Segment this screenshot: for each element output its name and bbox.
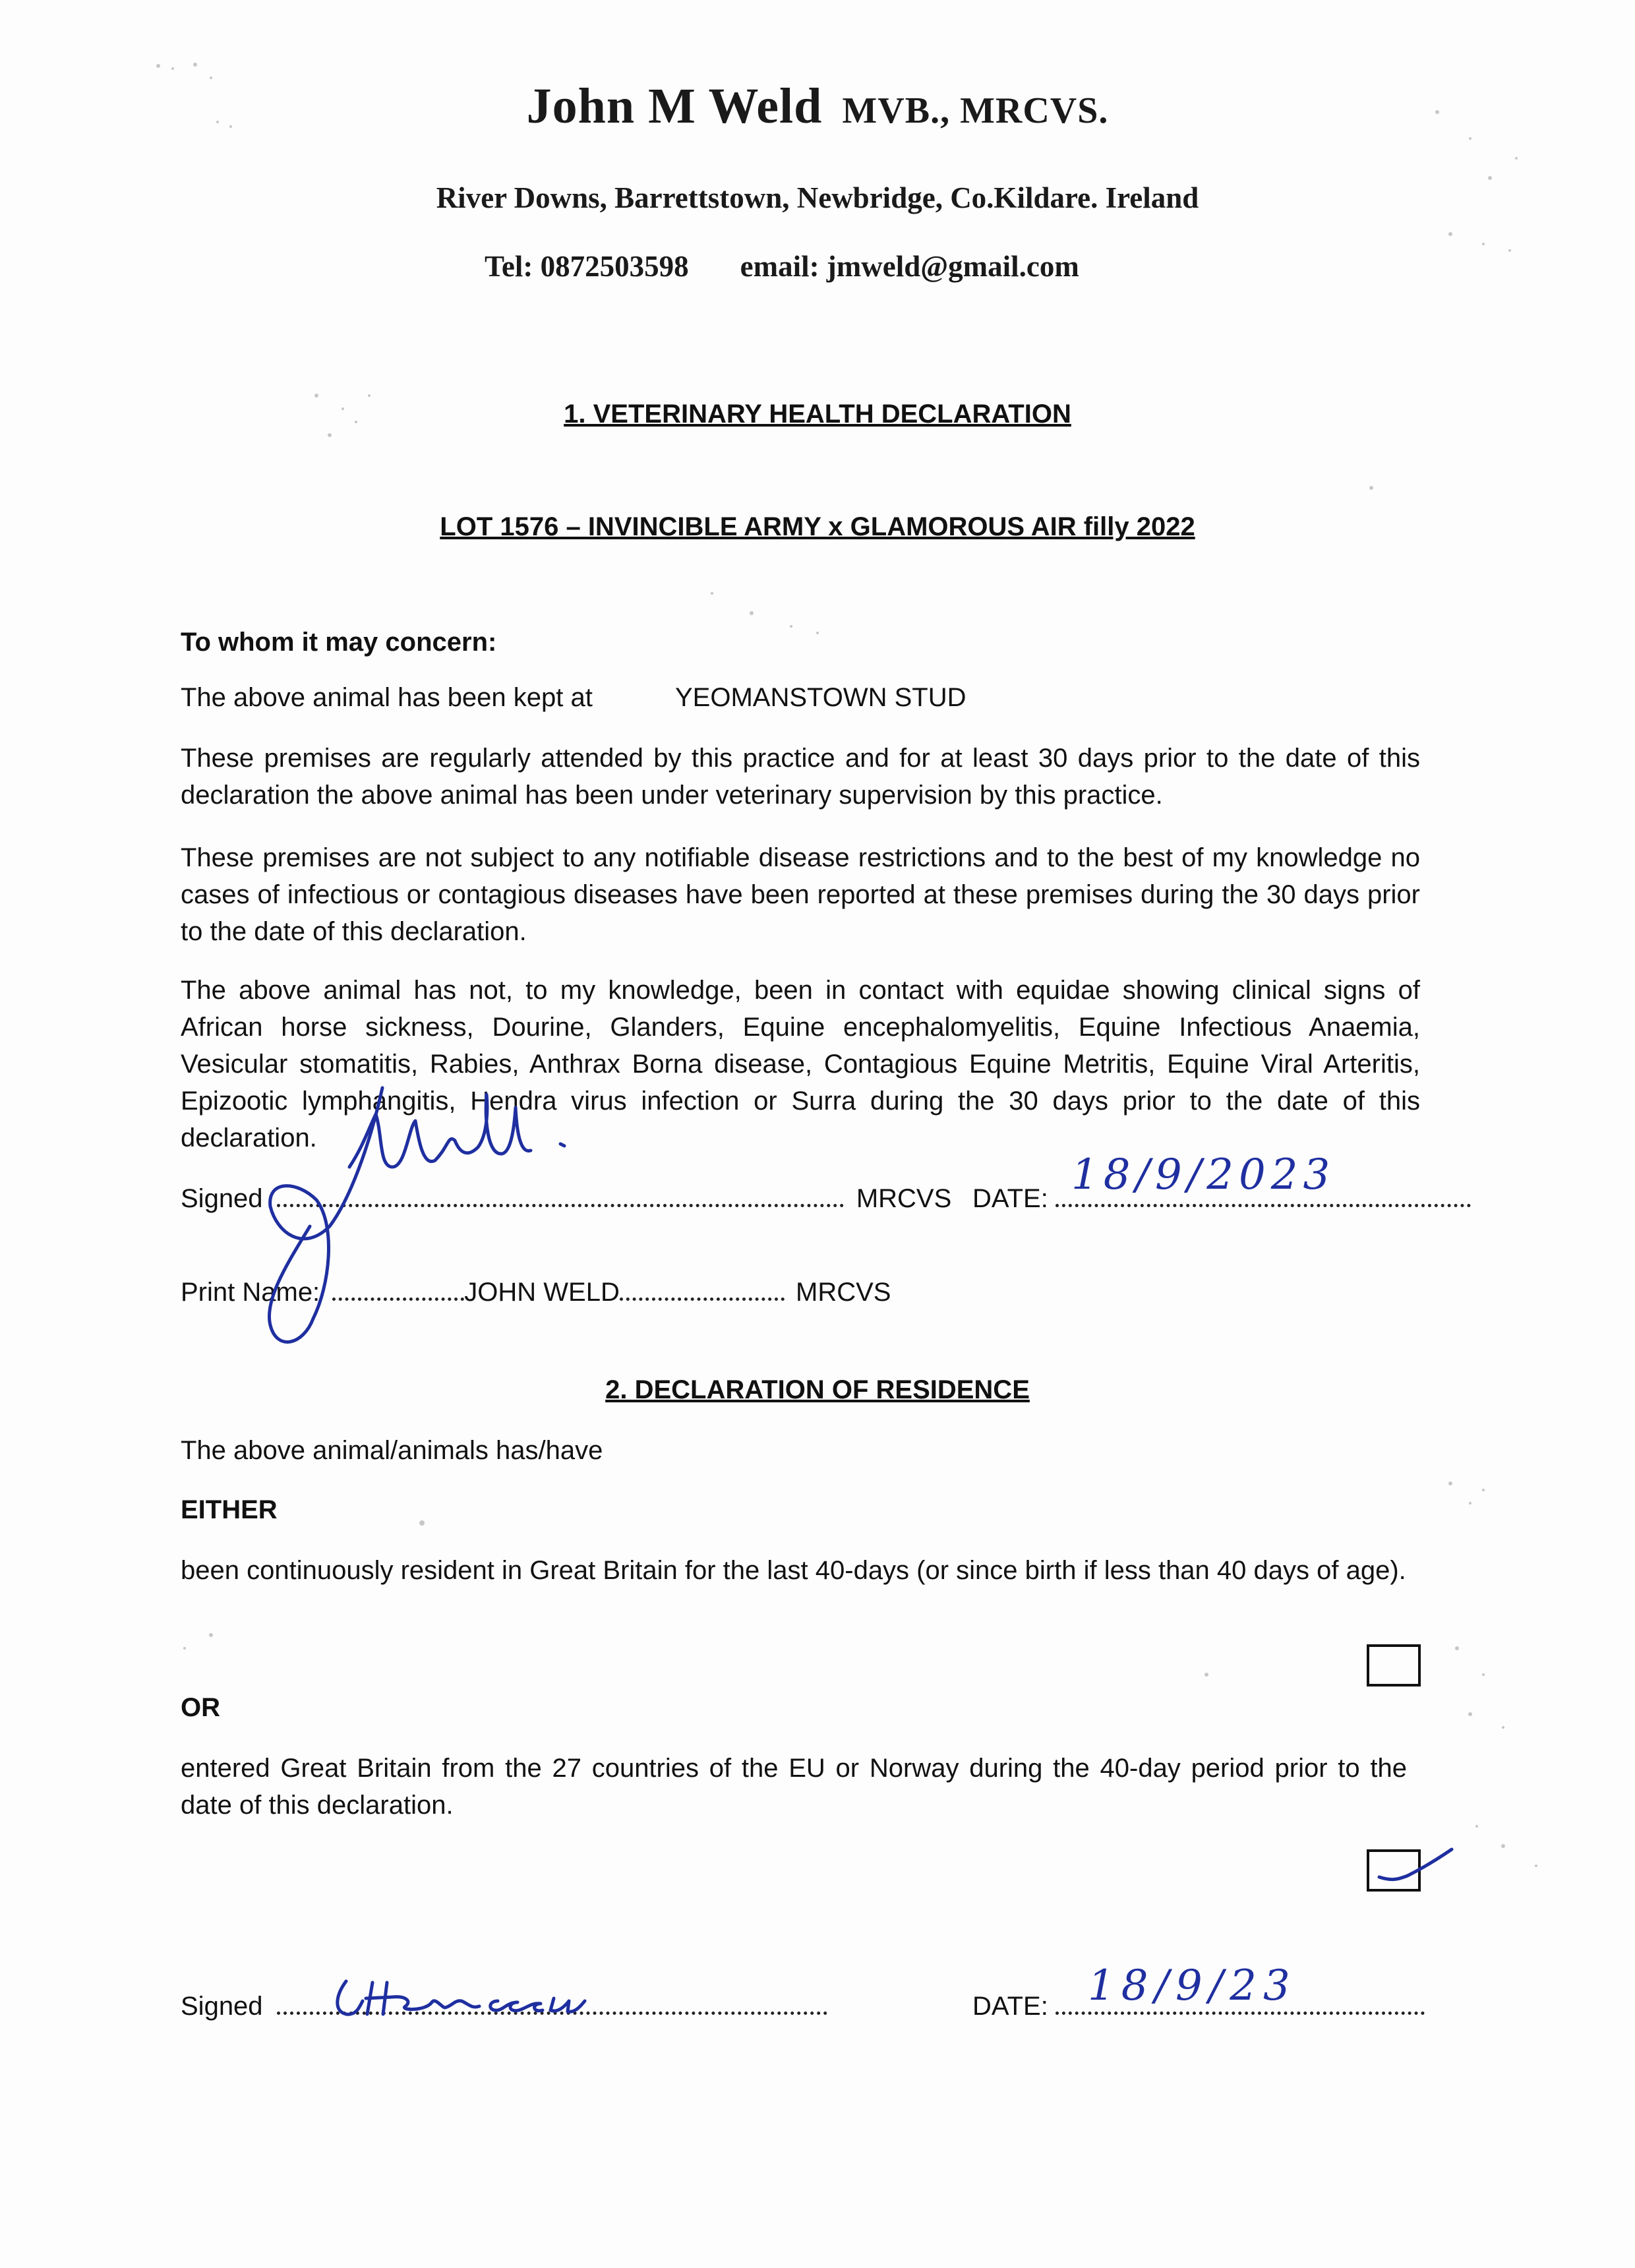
owner-signature (326, 1968, 696, 2027)
date-label-2: DATE: (972, 1992, 1048, 2021)
paragraph-diseases: The above animal has not, to my knowledge, been in contact with equidae showing clinical signs of African horse sickness, Dourine, Glanders, Equine encephalomyelitis, Equine Infectious Anaemia, Vesicular stomatitis, Rabies, Anthrax Borna disease, Contagious Equine Metritis, Equine Viral Arteritis, Epizootic lymphangitis, Hendra virus infection or Surra during the 30 days prior to the date of this declaration. (181, 976, 1420, 1152)
kept-at-place: YEOMANSTOWN STUD (675, 683, 966, 712)
handwritten-date-2: 18/9/23 (1088, 1961, 1297, 2010)
kept-at-label: The above animal has been kept at (181, 683, 593, 712)
option1-checkbox[interactable] (1367, 1644, 1421, 1686)
print-dots-right (620, 1275, 785, 1301)
or-label: OR (181, 1693, 220, 1722)
salutation: To whom it may concern: (181, 628, 497, 657)
vet-contact (485, 249, 1079, 284)
either-label: EITHER (181, 1495, 278, 1524)
kept-at-line (181, 683, 966, 713)
print-name-value: JOHN WELD (464, 1278, 620, 1307)
vet-signature (251, 1068, 593, 1371)
signed-label-2: Signed (181, 1992, 263, 2021)
signed-suffix: MRCVS (856, 1184, 952, 1213)
vet-qualifications: MVB., MRCVS. (842, 90, 1109, 131)
print-name-label: Print Name: (181, 1278, 320, 1307)
paragraph-restrictions: These premises are not subject to any notifiable disease restrictions and to the best of my knowledge no cases of infectious or contagious diseases have been reported at these premises during the 30 days prior to the date of this declaration. (181, 843, 1420, 946)
date-label: DATE: (972, 1184, 1048, 1213)
vet-email: email: jmweld@gmail.com (740, 250, 1079, 283)
option1-text: been continuously resident in Great Britain for the last 40-days (or since birth if less than 40 days of age). (181, 1556, 1406, 1585)
print-name-suffix: MRCVS (796, 1278, 891, 1307)
vet-name-text: John M Weld (526, 78, 823, 134)
option2-check-mark (1371, 1843, 1457, 1895)
residence-intro: The above animal/animals has/have (181, 1436, 603, 1465)
vet-name (0, 78, 1635, 135)
section1-title: 1. VETERINARY HEALTH DECLARATION (564, 400, 1071, 429)
option2-text: entered Great Britain from the 27 countries of the EU or Norway during the 40-day period prior to the date of this declaration. (181, 1754, 1407, 1820)
section2-title: 2. DECLARATION OF RESIDENCE (605, 1375, 1030, 1404)
paragraph-supervision: These premises are regularly attended by this practice and for at least 30 days prior to the date of this declaration the above animal has been under veterinary supervision by this practice. (181, 744, 1420, 810)
vet-address: River Downs, Barrettstown, Newbridge, Co.Kildare. Ireland (436, 181, 1199, 214)
vet-phone: Tel: 0872503598 (485, 250, 689, 283)
handwritten-date-1: 18/9/2023 (1071, 1150, 1336, 1199)
signed-label: Signed (181, 1184, 263, 1213)
lot-title: LOT 1576 – INVINCIBLE ARMY x GLAMOROUS AIR filly 2022 (440, 512, 1195, 541)
